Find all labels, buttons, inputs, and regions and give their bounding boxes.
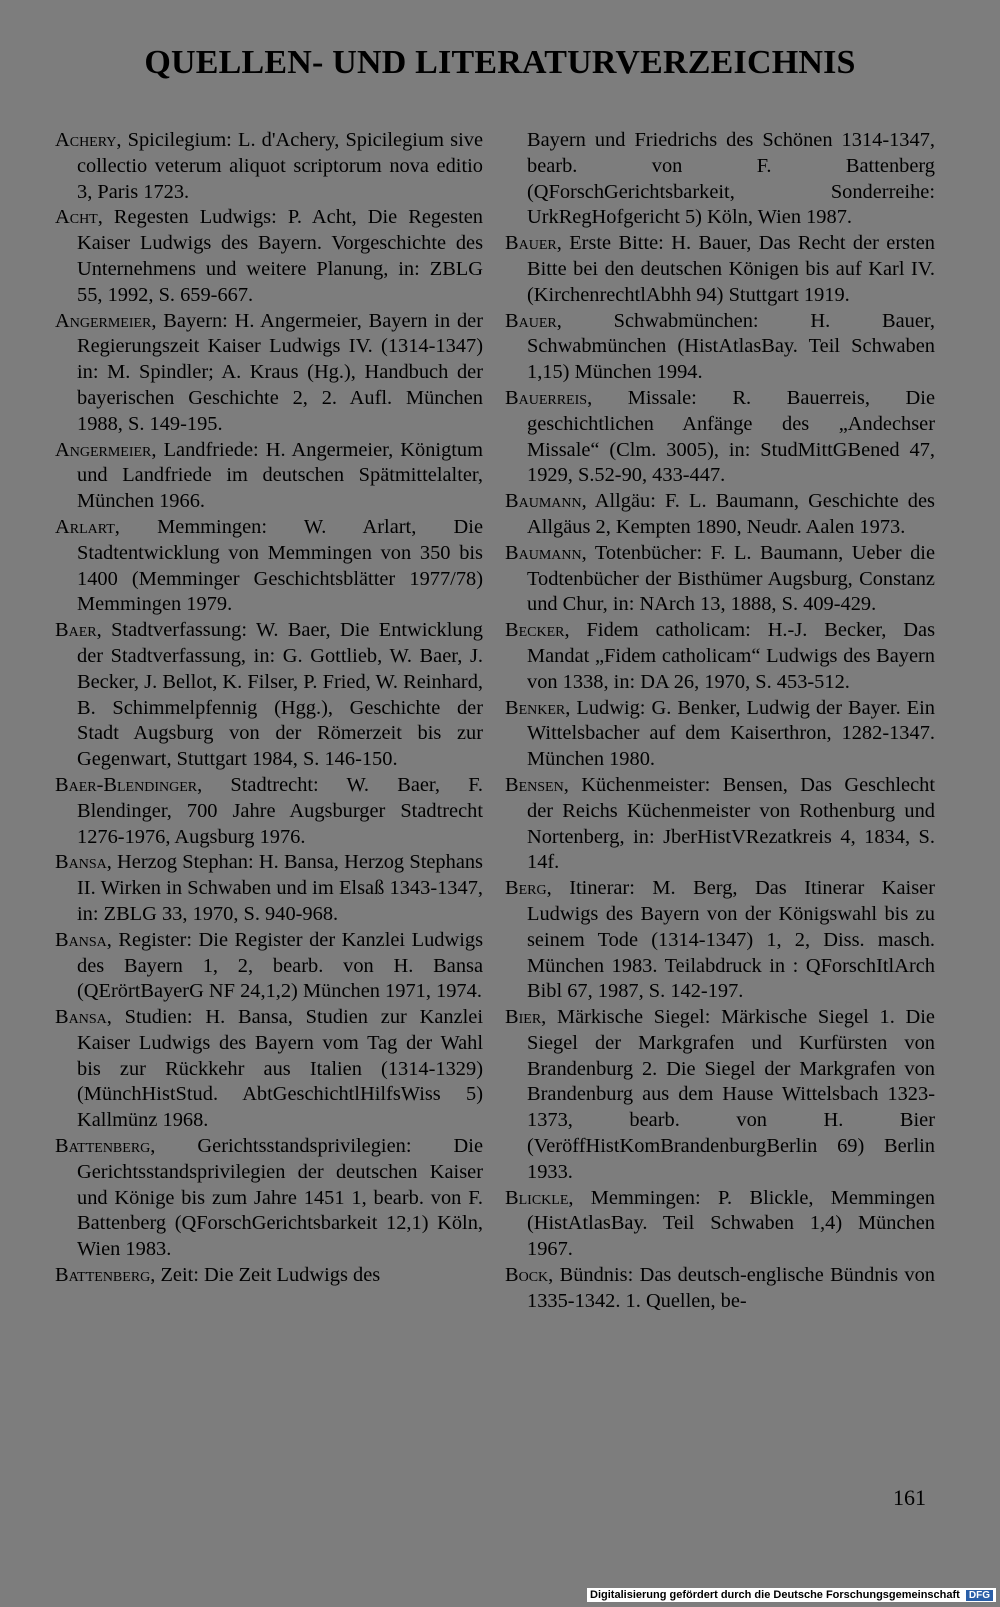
- bibliography-entry: [505, 773, 935, 876]
- bibliography-entry: [55, 773, 483, 850]
- bibliography-entry: [55, 1263, 483, 1289]
- bibliography-entry: [55, 850, 483, 927]
- bibliography-entry: [505, 618, 935, 695]
- right-column: [505, 128, 935, 1315]
- entry-text: , Küchenmeister: Bensen, Das Geschlecht der Reichs Küchenmeister von Rothenburg und Nortenberg, in: JberHistVRezatkreis 4, 1834, S. 14f.: [527, 773, 935, 874]
- entry-author-key: Bensen: [505, 773, 564, 796]
- bibliography-entry: [505, 1186, 935, 1263]
- bibliography-entry: [505, 489, 935, 541]
- entry-author-key: Acht: [55, 206, 98, 229]
- entry-text: , Bündnis: Das deutsch-englische Bündnis von 1335-1342. 1. Quellen, be-: [527, 1264, 935, 1312]
- bibliography-entry: [55, 438, 483, 515]
- entry-author-key: Achery: [55, 129, 117, 151]
- entry-text: , Memmingen: W. Arlart, Die Stadtentwicklung von Memmingen von 350 bis 1400 (Memminger Geschichtsblätter 1977/78) Memmingen 1979.: [77, 515, 483, 616]
- page-title: QUELLEN- UND LITERATURVERZEICHNIS: [144, 44, 856, 81]
- entry-author-key: Benker: [505, 696, 566, 719]
- left-column: [55, 128, 483, 1289]
- bibliography-entry: [55, 928, 483, 1005]
- continued-entry: Bayern und Friedrichs des Schönen 1314-1347, bearb. von F. Battenberg (QForschGerichtsbarkeit, Sonderreihe: UrkRegHofgericht 5) Köln, Wien 1987.: [527, 129, 935, 229]
- entry-author-key: Battenberg: [55, 1135, 151, 1158]
- entry-author-key: Angermeier: [55, 309, 152, 332]
- entry-text: , Landfriede: H. Angermeier, Königtum und Landfriede im deutschen Spätmittelalter, München 1966.: [77, 438, 483, 513]
- bibliography-entry: [55, 205, 483, 308]
- entry-author-key: Baumann: [505, 490, 582, 513]
- bibliography-entry: [505, 231, 935, 308]
- bibliography-entry: [55, 618, 483, 773]
- entry-text: , Bayern: H. Angermeier, Bayern in der Regierungszeit Kaiser Ludwigs IV. (1314-1347) in: M. Spindler; A. Kraus (Hg.), Handbuch der bayerischen Geschichte 2, 2. Aufl. München 1988, S. 149-195.: [77, 309, 483, 435]
- entry-author-key: Bier: [505, 1006, 542, 1029]
- entry-author-key: Berg: [505, 877, 547, 900]
- entry-text: , Ludwig: G. Benker, Ludwig der Bayer. Ein Wittelsbacher auf dem Kaiserthron, 1282-1347. München 1980.: [527, 696, 935, 771]
- entry-text: , Register: Die Register der Kanzlei Ludwigs des Bayern 1, 2, bearb. von H. Bansa (QErörtBayerG NF 24,1,2) München 1971, 1974.: [77, 928, 483, 1003]
- bibliography-entry: [55, 1134, 483, 1263]
- bibliography-entry: [55, 515, 483, 618]
- entry-author-key: Baer-Blendinger: [55, 773, 198, 796]
- entry-author-key: Bauerreis: [505, 386, 588, 409]
- entry-author-key: Becker: [505, 619, 565, 642]
- entry-author-key: Angermeier: [55, 438, 152, 461]
- entry-text: , Memmingen: P. Blickle, Memmingen (HistAtlasBay. Teil Schwaben 1,4) München 1967.: [527, 1186, 935, 1261]
- entry-text: , Fidem catholicam: H.-J. Becker, Das Mandat „Fidem catholicam“ Ludwigs des Bayern von 1338, in: DA 26, 1970, S. 453-512.: [527, 619, 935, 693]
- bibliography-entry: [505, 309, 935, 386]
- entry-text: , Regesten Ludwigs: P. Acht, Die Regesten Kaiser Ludwigs des Bayern. Vorgeschichte des Unternehmens und weitere Planung, in: ZBLG 55, 1992, S. 659-667.: [77, 206, 483, 306]
- entry-author-key: Bansa: [55, 928, 107, 951]
- bibliography-entry: [505, 1263, 935, 1315]
- entry-author-key: Bansa: [55, 851, 107, 874]
- bibliography-entry: [55, 128, 483, 205]
- entry-author-key: Bansa: [55, 1006, 107, 1029]
- entry-text: , Herzog Stephan: H. Bansa, Herzog Stephans II. Wirken in Schwaben und im Elsaß 1343-1347, in: ZBLG 33, 1970, S. 940-968.: [77, 851, 483, 925]
- bibliography-entry: [505, 386, 935, 489]
- entry-author-key: Baumann: [505, 541, 582, 564]
- bibliography-entry: [505, 541, 935, 618]
- entry-author-key: Arlart: [55, 515, 115, 538]
- entry-text: , Studien: H. Bansa, Studien zur Kanzlei Kaiser Ludwigs des Bayern vom Tag der Wahl bis zur Rückkehr aus Italien (1314-1329) (MünchHistStud. AbtGeschichtlHilfsWiss 5) Kallmünz 1968.: [77, 1006, 483, 1132]
- entry-text: , Schwabmünchen: H. Bauer, Schwabmünchen (HistAtlasBay. Teil Schwaben 1,15) München 1994.: [527, 309, 935, 384]
- entry-text: , Stadtrecht: W. Baer, F. Blendinger, 700 Jahre Augsburger Stadtrecht 1276-1976, Augsburg 1976.: [77, 773, 483, 848]
- entry-author-key: Bauer: [505, 309, 557, 332]
- bibliography-entry: [505, 696, 935, 773]
- entry-author-key: Battenberg: [55, 1264, 151, 1287]
- page-number: 161: [893, 1485, 926, 1510]
- bibliography-entry: [505, 1005, 935, 1186]
- entry-text: , Märkische Siegel: Märkische Siegel 1. Die Siegel der Markgrafen und Kurfürsten von Brandenburg 2. Die Siegel der Markgrafen von Brandenburg aus dem Hause Wittelsbach 1323-1373, bearb. von H. Bier (VeröffHistKomBrandenburgBerlin 69) Berlin 1933.: [527, 1006, 935, 1183]
- footer-text: Digitalisierung gefördert durch die Deutsche Forschungsgemeinschaft: [590, 1589, 960, 1601]
- bibliography-entry: [55, 309, 483, 438]
- entry-text: , Erste Bitte: H. Bauer, Das Recht der ersten Bitte bei den deutschen Königen bis auf Karl IV. (KirchenrechtlAbhh 94) Stuttgart 1919.: [527, 232, 935, 306]
- bibliography-entry: [505, 876, 935, 1005]
- footer-credit: [587, 1588, 996, 1602]
- entry-text: , Zeit: Die Zeit Ludwigs des: [150, 1264, 381, 1287]
- entry-author-key: Baer: [55, 619, 97, 642]
- entry-text: , Itinerar: M. Berg, Das Itinerar Kaiser Ludwigs des Bayern von der Königswahl bis zu seinem Tode (1314-1347) 1, 2, Diss. masch. München 1983. Teilabdruck in : QForschItlArch Bibl 67, 1987, S. 142-197.: [527, 877, 935, 1003]
- entry-text: , Gerichtsstandsprivilegien: Die Gerichtsstandsprivilegien der deutschen Kaiser und Könige bis zum Jahre 1451 1, bearb. von F. Battenberg (QForschGerichtsbarkeit 12,1) Köln, Wien 1983.: [77, 1135, 483, 1261]
- dfg-logo: DFG: [966, 1590, 993, 1601]
- entry-text: , Missale: R. Bauerreis, Die geschichtlichen Anfänge des „Andechser Missale“ (Clm. 3005), in: StudMittGBened 47, 1929, S.52-90, 433-447.: [527, 386, 935, 487]
- entry-text: , Totenbücher: F. L. Baumann, Ueber die Todtenbücher der Bisthümer Augsburg, Constanz und Chur, in: NArch 13, 1888, S. 409-429.: [527, 541, 935, 616]
- entry-author-key: Bock: [505, 1264, 549, 1287]
- entry-text: , Allgäu: F. L. Baumann, Geschichte des Allgäus 2, Kempten 1890, Neudr. Aalen 1973.: [527, 490, 935, 538]
- entry-text: , Stadtverfassung: W. Baer, Die Entwicklung der Stadtverfassung, in: G. Gottlieb, W. Baer, J. Becker, J. Bellot, K. Filser, P. Fried, W. Reinhard, B. Schimmelpfennig (Hgg.), Geschichte der Stadt Augsburg von der Römerzeit bis zur Gegenwart, Stuttgart 1984, S. 146-150.: [77, 619, 483, 771]
- bibliography-entry: [55, 1005, 483, 1134]
- entry-text: , Spicilegium: L. d'Achery, Spicilegium sive collectio veterum aliquot scriptorum nova editio 3, Paris 1723.: [77, 129, 483, 203]
- entry-author-key: Blickle: [505, 1186, 569, 1209]
- entry-author-key: Bauer: [505, 232, 557, 255]
